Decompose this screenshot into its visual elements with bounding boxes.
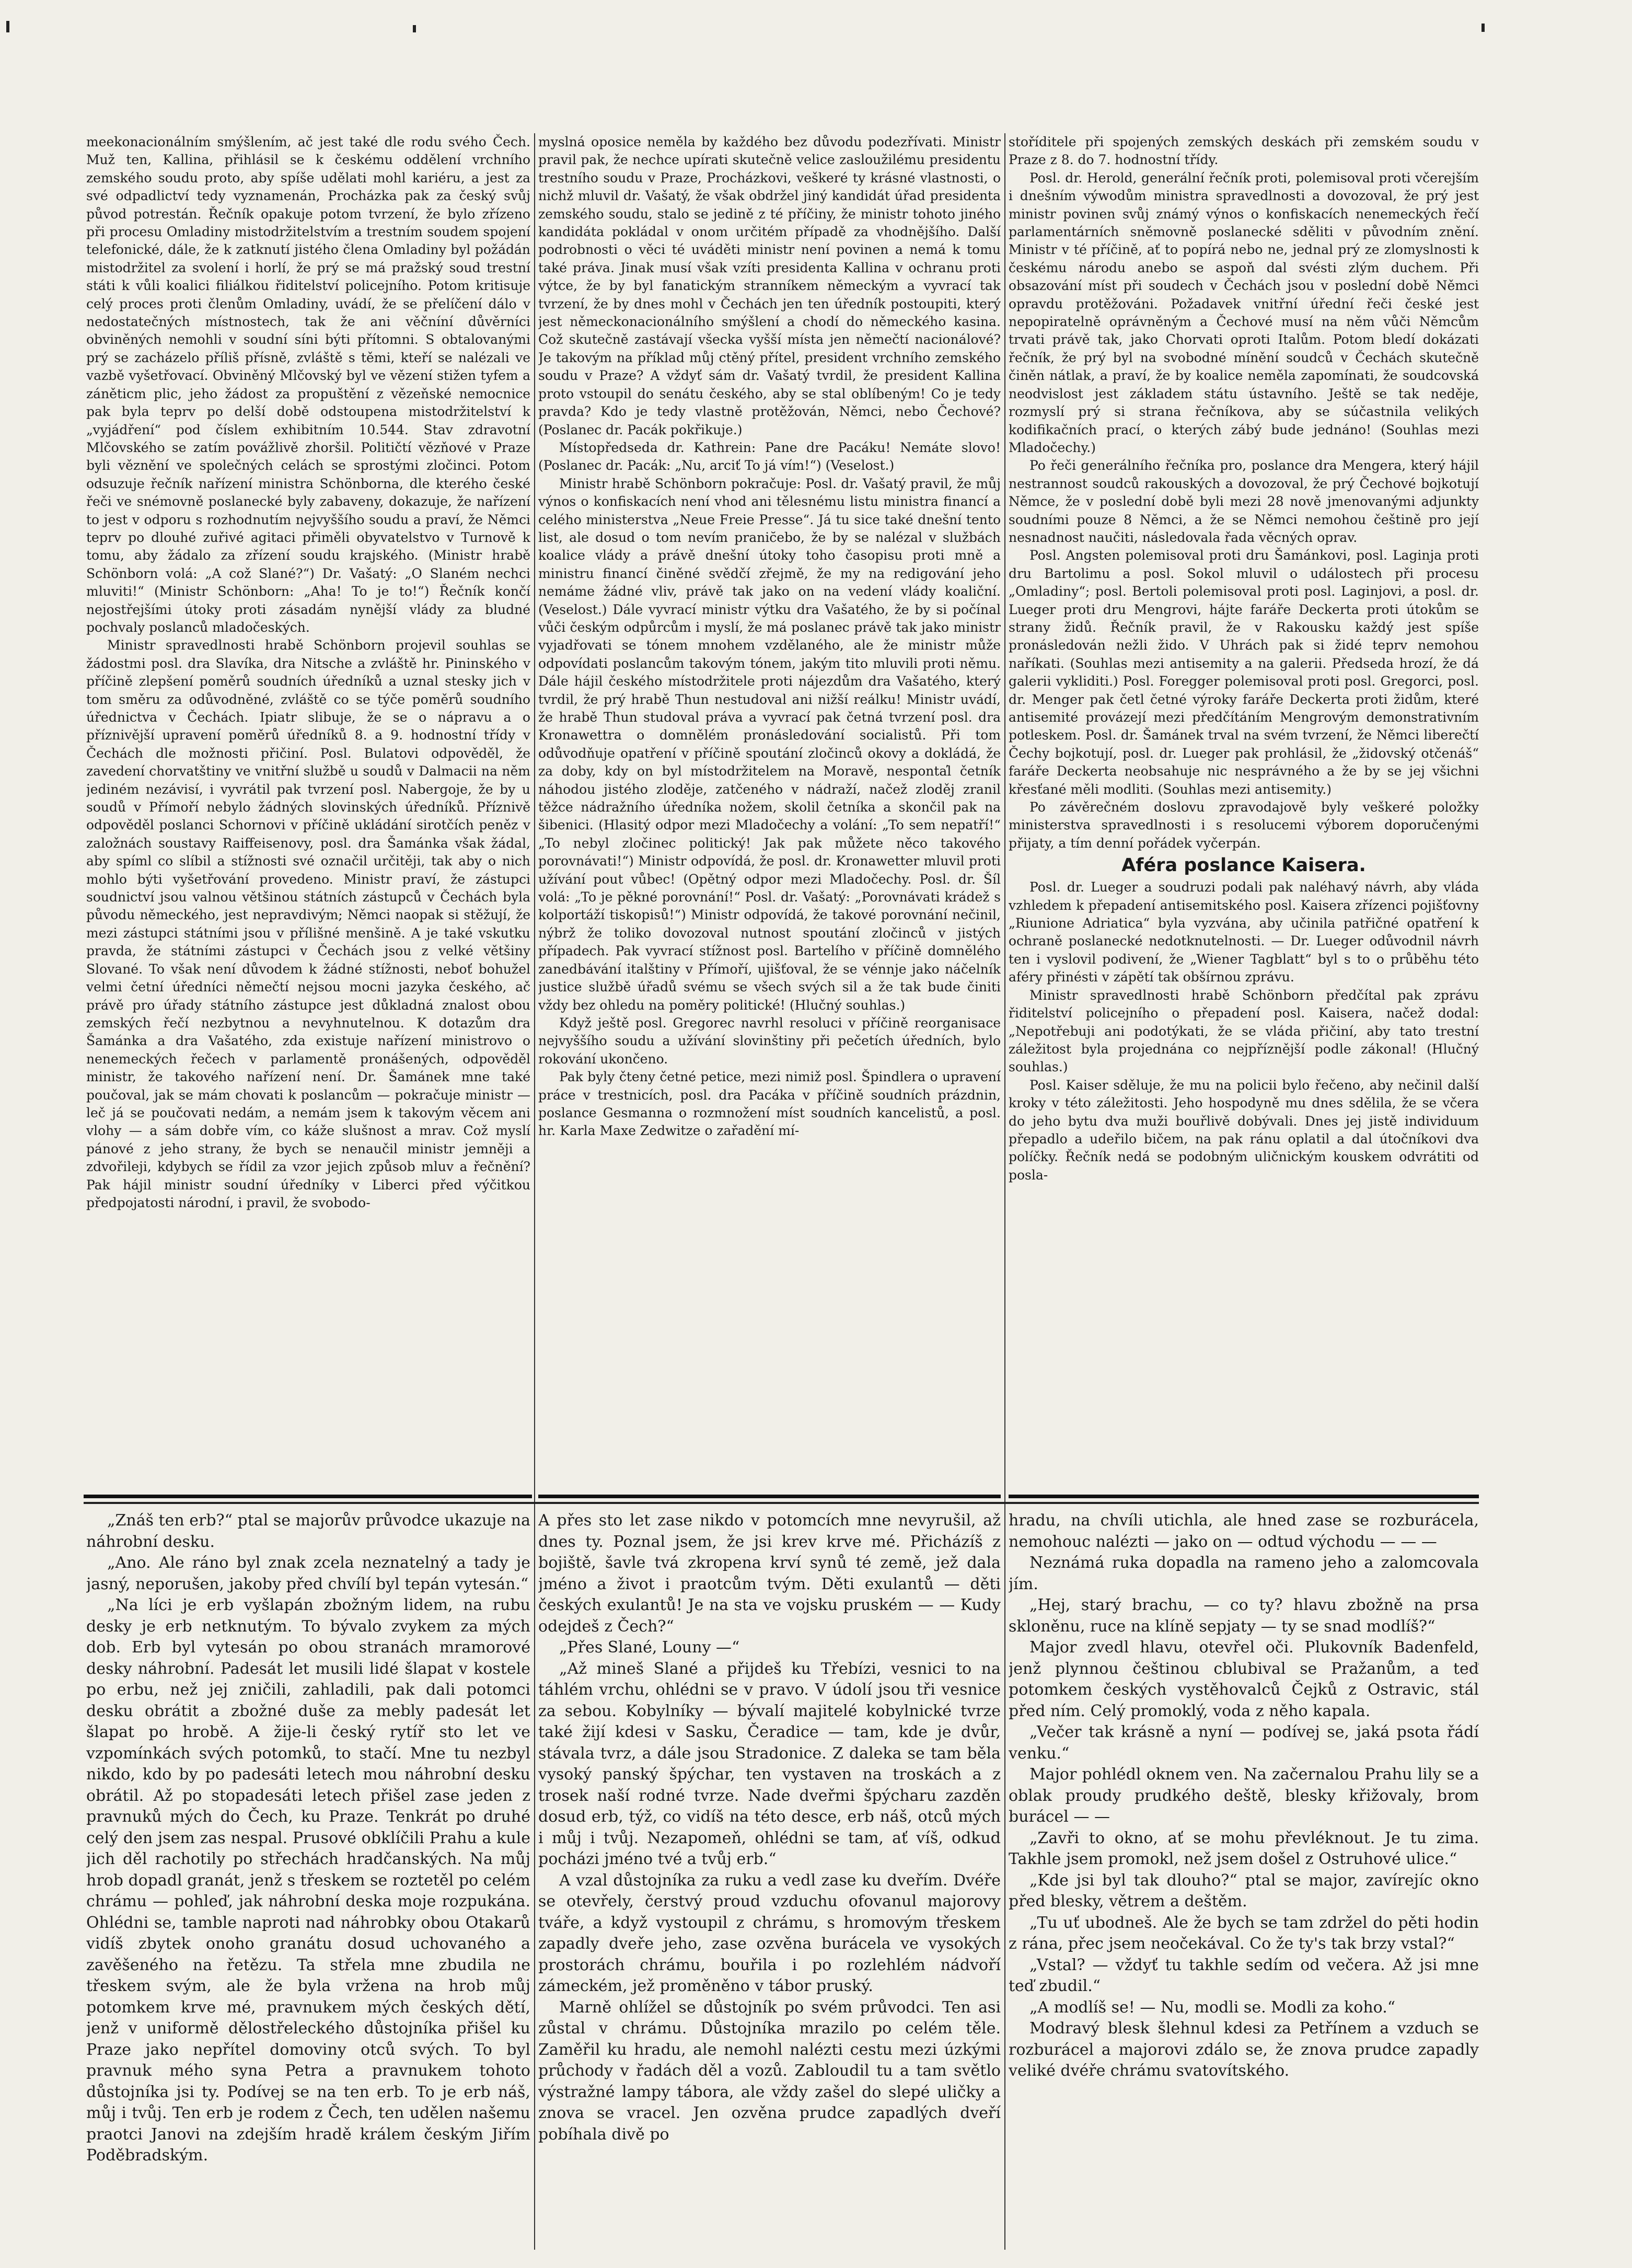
article-column-1 [86, 133, 530, 1487]
article-column-3 [1009, 133, 1479, 1487]
story-paragraph: hradu, na chvíli utichla, ale hned zase se rozburácela, nemohouc nalézti — jako on — odtud východu — — — [1009, 1511, 1479, 1551]
column-divider [1004, 133, 1005, 2250]
article-paragraph: Posl. Kaiser sděluje, že mu na policii bylo řečeno, aby nečinil další kroky v této záležitosti. Jeho hospodyně mu dnes sdělila, že se včera do jeho bytu dva muži bouřlivě dobývali. Dnes jej jistě individuum přepadlo a udeřilo bičem, na pak ránu oplatil a dal útočníkovi dva políčky. Řečník nedá se podobným uličnickým kouskem odvrátiti od posla- [1009, 1077, 1479, 1183]
story-column-3 [1009, 1510, 1479, 2252]
story-paragraph: Neznámá ruka dopadla na rameno jeho a zalomcovala jím. [1009, 1554, 1479, 1593]
feuilleton-rule [84, 1502, 1479, 1504]
article-paragraph: Posl. dr. Lueger a soudruzi podali pak naléhavý návrh, aby vláda vzhledem k přepadení antisemitského posl. Kaisera zřízenci pojišťovny „Riunione Adriatica“ byla vyzvána, aby učinila patřičné opatření k ochraně poslanecké nedotknutelnosti. — Dr. Lueger odůvodnil návrh ten i vyslovil podivení, že „Wiener Tagblatt“ byl s to o průběhu této aféry přinésti v zápětí tak obšírnou zprávu. [1009, 880, 1479, 985]
article-paragraph: Posl. Angsten polemisoval proti dru Šamánkovi, posl. Laginja proti dru Bartolimu a posl. Sokol mluvil o událostech při procesu „Omladiny“; posl. Bertoli polemisoval proti posl. Laginjovi, a posl. dr. Lueger proti dru Mengrovi, hájte faráře Deckerta proti útokům se strany židů. Řečník pravil, že v Rakousku každý jest spíše pronásledován nežli žido. V Uhrách pak si židé teprv nemohou naříkati. (Souhlas mezi antisemity a na galerii. Předseda hrozí, že dá galerii vykliditi.) Posl. Foregger polemisoval proti posl. Gregorci, posl. dr. Menger pak četl četné výroky faráře Deckerta proti židům, které antisemité provázejí mezi předčítáním Mengrovým demonstrativním potleskem. Posl. dr. Šamánek trval na svém tvrzení, že Němci liberečtí Čechy bojkotují, posl. dr. Lueger pak prohlásil, že „židovský otčenáš“ faráře Deckerta neobsahuje nic nesprávného a že by se jej všichni křesťané měli modliti. (Souhlas mezi antisemity.) [1009, 548, 1479, 797]
article-paragraph: Ministr hrabě Schönborn pokračuje: Posl. dr. Vašatý pravil, že můj výnos o konfiskacích není vhod ani tělesnému listu ministra financí a celého ministerstva „Neue Freie Presse“. Já tu sice také dnešní tento list, ale dosud o tom nevím pranic̆ebo, že by se nalézal v službách koalice vlády a právě dnešní útoky toho časopisu proti mně a ministru financí činěné svědčí zřejmě, že my na redigování jeho nemáme žádné vliv, právě tak jako on na vedení vlády koaliční. (Veselost.) Dále vyvrací ministr výtku dra Vašatého, že by si počínal vůči českým odpůrcům i myslí, že má poslanec právě tak jako ministr vyjadřovati se tónem mnohem vzdělaného, ale že ministr může odpovídati poslancům takovým tónem, jakým tito mluvili proti němu. Dále hájil českého místodržitele proti nájezdům dra Vašatého, který tvrdil, že prý hrabě Thun nestudoval ani nižší reálku! Ministr uvádí, že hrabě Thun studoval práva a vyvrací pak četná tvrzení posl. dra Kronawettra o domnělém pronásledování socialistů. Při tom odůvodňuje opatření v příčině spoutání zločinců okovy a dokládá, že za doby, kdy on byl místodržitelem na Moravě, nesponta̕l četník náhodou jistého zloděje, zatčeného v nádraží, načež zloděj zranil těžce nádražního úředníka nožem, skolil četníka a skončil pak na šibenici. (Hlasitý odpor mezi Mladočechy a volání: „To sem nepatří!“ „To nebyl zločinec politický! Jak pak můžete něco takového porovnávati!“) Ministr odpovídá, že posl. dr. Kronawetter mluvil proti užívání pout vůbec! (Opětný odpor mezi Mladočechy. Posl. dr. Šíl volá: „To je pěkné porovnání!“ Posl. dr. Vašatý: „Porovnávati krádež s kolportáží tiskopisů!“) Ministr odpovídá, že takové porovnání nečinil, nýbrž že toliko dovozoval nutnost spoutání zločinců v jistých případech. Pak vyvrací stížnost posl. Bartelího v příčině domnělého zanedbávání italštiny v Přímoří, ujišťoval, že se vénnje jako náčelník justice službě úřadů svému se všech svých sil a že tak bude činiti vždy bez ohledu na poměry politické! (Hlučný souhlas.) [538, 476, 1001, 1013]
story-paragraph: „Kde jsi byl tak dlouho?“ ptal se major, zavírejíc okno před blesky, větrem a deštěm. [1009, 1871, 1479, 1911]
story-paragraph: A přes sto let zase nikdo v potomcích mne nevyrušil, až dnes ty. Poznal jsem, že jsi krev krve mé. Přicházíš z bojiště, šavle tvá zkropena krví synů té země, jež dala jméno a život i praotcům tvým. Děti exulantů — děti českých exulantů! Je na sta ve vojsku pruském — — Kudy odejdeš z Čech?“ [538, 1511, 1001, 1636]
scan-edge-mark [1481, 24, 1485, 32]
article-paragraph: meekonacionálním smýšlením, ač jest také dle rodu svého Čech. Muž ten, Kallina, přihlásil se k českému oddělení vrchního zemského soudu proto, aby spíše udělati mohl kariéru, a jest za své odpadlictví tedy vyznamenán, Procházka pak za český svůj původ potrestán. Řečník opakuje potom tvrzení, že bylo zřízeno při procesu Omladiny mistodržitelstvím a trestním soudem spojení telefonické, dále, že k zatknutí jistého člena Omladiny byl požádán mistodržitel za svolení i horlí, že prý se má pražský soud trestní státi k vůli koalici filiálkou řiditelství policejního. Potom kritisuje celý proces proti členům Omladiny, uvádí, že se přelíčení dálo v nedostatečných místnostech, tak že ani věčníní důvěrníci obviněných nemohli v soudní síni býti přítomni. S obtalovanými prý se zacházelo příliš přísně, zvláště s těmi, kteří se nalézali ve vazbě vyšetřovací. Obviněný Mlčovský byl ve vězení stižen tyfem a záněticm plic, jeho žádost za propuštění z vězeňské nemocnice pak byla teprv po delší době odstoupena mistodržitelství k „vyjádření“ pod číslem exhibitním 10.544. Stav zdravotní Mlčovského se zatím povážlivě zhoršil. Političtí vězňové v Praze byli věznění ve společných celách se sprostými zločinci. Potom odsuzuje řečník nařízení ministra Schönborna, dle kterého české řeči ve snémovně poslanecké byly zabaveny, dokazuje, že nařízení to jest v odporu s rozhodnutím nejvyššího soudu a praví, že Němci teprv po dlouhé zuřivé agitaci přiměli obyvatelstvo v Turnově k tomu, aby žádalo za zřízení soudu krajského. (Ministr hrabě Schönborn volá: „A což Slané?“) Dr. Vašatý: „O Slaném nechci mluviti!“ (Ministr Schönborn: „Aha! To je to!“) Řečník končí nejostřejšími útoky proti zásadám nynější vlády za bludné pochvaly poslanců mladočeských. [86, 134, 530, 635]
story-column-2 [538, 1510, 1001, 2252]
article-paragraph: Pak byly čteny četné petice, mezi nimiž posl. Špindlera o upravení práce v trestnicích, posl. dra Pacáka v příčině soudních prázdnin, poslance Gesmanna o rozmnožení míst soudních kancelistů, a posl. hr. Karla Maxe Zedwitze o zařadění mí- [538, 1069, 1001, 1139]
story-paragraph: „Hej, starý brachu, — co ty? hlavu zbožně na prsa skloněnu, ruce na klíně sepjaty — ty se snad modlíš?“ [1009, 1596, 1479, 1636]
story-paragraph: „Ano. Ale ráno byl znak zcela neznatelný a tady je jasný, neporušen, jakoby před chvílí byl tepán vytesán.“ [86, 1554, 530, 1593]
story-paragraph: „A modlíš se! — Nu, modli se. Modli za koho.“ [1029, 1998, 1396, 2017]
section-headline: Aféra poslance Kaisera. [1121, 855, 1366, 876]
article-paragraph: stoříditele při spojených zemských deskách při zemském soudu v Praze z 8. do 7. hodnostní třídy. [1009, 134, 1479, 168]
story-paragraph: Modravý blesk šlehnul kdesi za Petřínem a vzduch se rozburácel a majorovi zdálo se, že znova prudce zapadly veliké dvéře chrámu svatovítského. [1009, 2019, 1479, 2080]
story-paragraph: „Zavři to okno, ať se mohu převléknout. Je tu zima. Takhle jsem promokl, než jsem došel z Ostruhové ulice.“ [1009, 1829, 1479, 1868]
section-rule [1009, 1495, 1479, 1498]
article-paragraph: Když ještě posl. Gregorec navrhl resoluci v příčině reorganisace nejvyššího soudu a užívání slovinštiny při pečetích úředních, bylo rokování ukončeno. [538, 1015, 1001, 1067]
article-column-2 [538, 133, 1001, 1487]
column-divider [534, 133, 535, 2250]
story-paragraph: Major zvedl hlavu, otevřel oči. Plukovník Badenfeld, jenž plynnou češtinou cblubival se Pražanům, a teď potomkem českých vystěhovalců Čejků z Ostravic, stál před ním. Celý promoklý, voda z něho kapala. [1009, 1638, 1479, 1720]
story-paragraph: „Vstal? — vždyť tu takhle sedím od večera. Až jsi mne teď zbudil.“ [1009, 1955, 1479, 1995]
story-paragraph: Major pohlédl oknem ven. Na začernalou Prahu lily se a oblak proudy prudkého deště, blesky křižovaly, brom burácel — — [1009, 1765, 1479, 1826]
article-paragraph: Místopředseda dr. Kathrein: Pane dre Pacáku! Nemáte slovo! (Poslanec dr. Pacák: „Nu, arciť To já vím!“) (Veselost.) [538, 439, 1001, 473]
story-paragraph: „Až mineš Slané a přijdeš ku Třebízi, vesnici to na táhlém vrchu, ohlédni se v pravo. V údolí jsou tři vesnice za sebou. Kobylníky — bývalí majitelé kobylnické tvrze také žijí kdesi v Sasku, Čeradice — tam, kde je dvůr, stávala tvrz, a dále jsou Stradonice. Z daleka se tam běla vysoký panský špýchar, ten vystaven na troskách a z trosek naší rodné tvrze. Nade dveřmi špýcharu zazděn dosud erb, týž, co vidíš na této desce, erb náš, otců mých i můj i tvůj. Nezapomeň, ohlédni se tam, ať víš, odkud pocházi jméno tvé a tvůj erb.“ [538, 1659, 1001, 1868]
article-paragraph: myslná oposice neměla by každého bez důvodu podezřívati. Ministr pravil pak, že nechce upírati skutečně velice zasloužilému presidentu trestního soudu v Praze, Procházkovi, veškeré ty krásné vlastnosti, o nichž mluvil dr. Vašatý, že však obdržel jiný kandidát úřad presidenta zemského soudu, stalo se jedině z té příčiny, že ministr tohoto jiného kandidáta pokládal v onom určitém případě za vhodnějšího. Další podrobnosti o věci té uváděti ministr není povinen a nemá k tomu také práva. Jinak musí však vzíti presidenta Kallina v ochranu proti výtce, že by byl fanatickým stranníkem německým a vyvrací tak tvrzení, že by dnes mohl v Čechách jen ten úředník postoupiti, který jest německonacionálního smýšlení a chodí do německého kasina. Což skutečně zastávají všecka vyšší místa jen němečtí nacionálové? Je takovým na příklad můj ctěný přítel, president vrchního zemského soudu v Praze? A vždyť sám dr. Vašatý tvrdil, že president Kallina proto vstoupil do senátu českého, aby se stal oblíbeným! Co je tedy pravda? Kdo je tedy vlastně protěžován, Němci, nebo Čechové? (Poslanec dr. Pacák pokřikuje.) [538, 134, 1001, 437]
article-paragraph: Po řeči generálního řečníka pro, poslance dra Mengera, který hájil nestrannost soudců rakouských a dovozoval, že prý Čechové bojkotují Němce, že v poslední době byli mezi 28 nově jmenovanými adjunkty soudními pouze 8 Němci, a že se Němci nemohou češtině pro její nesnadnost naučiti, následovala řada věcných oprav. [1009, 458, 1479, 545]
story-paragraph: „Přes Slané, Louny —“ [559, 1638, 740, 1657]
section-rule [84, 1495, 532, 1498]
section-rule [538, 1495, 1001, 1498]
story-paragraph: A vzal důstojníka za ruku a vedl zase ku dveřím. Dvéře se otevřely, čerstvý proud vzduchu ofovanul majorovy tváře, a když vystoupil z chrámu, s hromovým třeskem zapadly dveře jeho, zase ozvěna burácela ve vysokých prostorách chrámu, bouřila i po rozlehlém nádvoří zámeckém, jež proměněno v tábor pruský. [538, 1871, 1001, 1995]
article-paragraph: Ministr spravedlnosti hrabě Schönborn předčítal pak zprávu řiditelství policejního o přepadení posl. Kaisera, načež dodal: „Nepotřebuji ani podotýkati, že se vláda přičiní, aby tato trestní záležitost byla projednána co nejpříznější podle zákonal! (Hlučný souhlas.) [1009, 987, 1479, 1075]
story-paragraph: „Večer tak krásně a nyní — podívej se, jaká psota řádí venku.“ [1009, 1723, 1479, 1763]
article-paragraph: Ministr spravedlnosti hrabě Schönborn projevil souhlas se žádostmi posl. dra Slavíka, dra Nitsche a zvláště hr. Pininského v příčině zlepšení poměrů soudních úředníků a uznal stesky jich v tom směru za odůvodněné, zvláště co se týče poměrů soudního úřednictva v Čechách. Ipiatr slibuje, že se o nápravu a o příznivější upravení poměrů úředníků 8. a 9. hodnostní třídy v Čechách dle možnosti přičiní. Posl. Bulatovi odpověděl, že zavedení chorvatštiny ve vnitřní službě u soudů v Dalmacii na něm jediném nezávisí, i vyvrátil pak tvrzení posl. Nabergoje, že by u soudů v Přímoří nebylo žádných slovinských úředníků. Příznivě odpověděl poslanci Schornovi v příčině ukládání sirotčích peněz v založnách soustavy Raiffeisenovy, posl. dra Šamánka však žádal, aby spíml co slíbil a stížnosti své označil určitěji, tak aby o nich mohlo býti vyšetřování provedeno. Ministr praví, že zástupci soudnictví jsou valnou většinou státních zástupců v Čechách byla původu německého, jest nepravdivým; Němci naopak si stěžují, že mezi zástupci státními jsou v přílišné menšině. A je také vskutku pravda, že státními zástupci v Čechách jsou z velké většiny Slované. To však není důvodem k žádné stížnosti, neboť bohužel velmi četní úředníci němečtí nejsou mocni jazyka českého, ač právě pro úřady státního zástupce jest důkladná znalost obou zemských řečí nezbytnou a nevyhnutelnou. K dotazům dra Šamánka a dra Vašatého, zda existuje nařízení ministrovo o nenemeckých řečech v parlamentě pronášených, odpověděl ministr, že takového nařízení není. Dr. Šamánek mne také poučoval, jak se mám chovati k poslancům — pokračuje ministr — leč já se poučovati nedám, a nemám jsem k takovým věcem ani vlohy — a sám dobře vím, co káže slušnost a mrav. Což myslí pánové z jeho strany, že bych se nenaučil ministr jemněji a zdvořileji, kdybych se řídil za vzor jejich způsob mluv a řečnění? Pak hájil ministr soudní úředníky v Liberci před výčitkou předpojatosti národní, i pravil, že svobodo- [86, 638, 530, 1210]
story-paragraph: „Tu uť ubodneš. Ale že bych se tam zdržel do pěti hodin z rána, přec jsem neočekával. Co že ty's tak brzy vstal?“ [1009, 1913, 1479, 1953]
scan-edge-mark [413, 25, 416, 32]
article-paragraph: Po závěrečném doslovu zpravodajově byly veškeré položky ministerstva spravedlnosti i s resolucemi výborem doporučenými přijaty, a tím denní pořádek vyčerpán. [1009, 800, 1479, 851]
article-paragraph: Posl. dr. Herold, generální řečník proti, polemisoval proti včerejším i dnešním výwodům ministra spravedlnosti a dovozoval, že prý jest ministr povinen svůj známý výnos o konfiskacích nenemeckých řečí parlamentárních sněmovně poslanecké sděliti v původním znění. Ministr v té příčině, ať to popírá nebo ne, jednal prý ze zlomyslnosti k českému národu anebo se aspoň dal svésti zlým duchem. Při obsazování míst při soudech v Čechách jsou v poslední době Němci opravdu protěžováni. Požadavek vnitřní úřední řeči české jest nepopiratelně oprávněným a Čechové musí na něm vůči Němcům trvati právě tak, jako Chorvati oproti Italům. Potom bledí dokázati řečník, že prý byl na svobodné mínění soudců v Čechách skutečně činěn nátlak, a praví, že by koalice neměla zapomínati, že soudcovská neodvislost jest základem státu ústavního. Ještě se tak neděje, rozmyslí prý si strana řečníkova, aby se súčastnila velikých kodifikačních prací, o kterých zábý bude jednáno! (Souhlas mezi Mladočechy.) [1009, 170, 1479, 455]
story-paragraph: „Na líci je erb vyšlapán zbožným lidem, na rubu desky je erb netknutým. To bývalo zvykem za mých dob. Erb byl vytesán po obou stranách mramorové desky náhrobní. Padesát let musili lidé šlapat v kostele po erbu, než jej zničili, zahladili, pak dali potomci desku obrátit a zbožné duše za mebly padesát let šlapat po hrobě. A žije-li český rytíř sto let ve vzpomínkách svých potomků, to stačí. Mne tu nezbyl nikdo, kdo by po padesáti letech mou náhrobní desku obrátil. Až po stopadesáti letech přišel zase jeden z pravnuků mých do Čech, ku Praze. Tenkrát po druhé celý den jsem zas nespal. Prusové obklíčili Prahu a kule jich děl rachotily po střechách hradčanských. Na můj hrob dopadl granát, jenž s třeskem se roztetěl po celém chrámu — pohleď, jak náhrobní deska moje rozpukána. Ohlédni se, tamble naproti nad náhrobky obou Otakarů vidíš zbytek onoho granátu dosud uchovaného a zavěšeného na řetězu. Ta střela mne zbudila ne třeskem svým, ale že byla vržena na hrob můj potomkem krve mé, pravnukem mých českých dětí, jenž v uniformě dělostřeleckého důstojníka přišel ku Praze jako nepřítel domoviny otců svých. To byl pravnuk mého syna Petra a pravnukem tohoto důstojníka jsi ty. Podívej se na ten erb. To je erb náš, můj i tvůj. Ten erb je rodem z Čech, ten udělen našemu praotci Janovi na zdejším hradě králem českým Jiřím Poděbradským. [86, 1596, 530, 2165]
story-paragraph: „Znáš ten erb?“ ptal se majorův průvodce ukazuje na náhrobní desku. [86, 1511, 530, 1551]
scan-edge-mark [6, 21, 9, 32]
story-paragraph: Marně ohlížel se důstojník po svém průvodci. Ten asi zůstal v chrámu. Důstojníka mrazilo po celém těle. Zaměřil ku hradu, ale nemohl nalézti cestu mezi úzkými průchody v řadách děl a vozů. Zabloudil tu a tam světlo výstražné lampy tábora, ale vždy zašel do slepé uličky a znova se vracel. Jen ozvěna prudce zapadlých dveří pobíhala divě po [538, 1998, 1001, 2144]
story-column-1 [86, 1510, 530, 2252]
